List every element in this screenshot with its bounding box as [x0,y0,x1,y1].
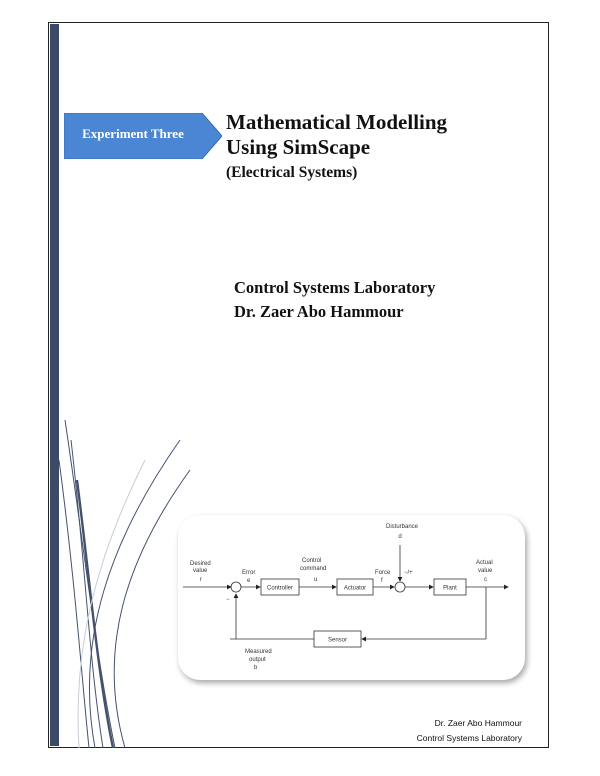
actual-symbol: c [484,577,487,583]
title-line-2: Using SimScape [226,135,371,159]
block-diagram-card [178,515,525,680]
desired-label-1: Desired [190,561,211,567]
desired-symbol: r [200,577,202,583]
footer [417,716,522,746]
decorative-swoosh-lines [55,420,195,748]
control-loop-diagram [178,515,525,680]
actual-label-2: value [478,568,493,574]
measured-label-2: output [249,657,266,663]
desired-label-2: value [193,568,208,574]
force-symbol: f [381,578,383,584]
experiment-tag-label: Experiment Three [82,126,184,141]
control-symbol: u [314,577,318,583]
error-symbol: e [247,578,251,584]
actual-label-1: Actual [476,560,493,566]
disturbance-label: Disturbance [386,524,419,530]
lab-info [234,276,435,324]
plus-minus-sign: −/+ [404,570,413,576]
lab-name: Control Systems Laboratory [234,278,436,297]
controller-block-label: Controller [266,585,294,592]
force-label: Force [375,570,391,576]
feedback-minus-sign: − [226,597,230,603]
control-label-1: Control [302,558,322,564]
footer-author: Dr. Zaer Abo Hammour [434,718,522,728]
error-label: Error [242,570,256,576]
document-subtitle: (Electrical Systems) [226,164,358,181]
author-name: Dr. Zaer Abo Hammour [234,302,404,321]
measured-label-1: Measured [245,649,272,655]
plant-block-label: Plant [443,585,457,592]
footer-lab: Control Systems Laboratory [416,733,522,743]
control-label-2: command [300,566,327,572]
sensor-block-label: Sensor [327,637,348,644]
measured-symbol: b [254,665,258,671]
actuator-block-label: Actuator [343,585,367,592]
disturbance-symbol: d [398,534,402,540]
title-line-1: Mathematical Modelling [226,110,448,134]
document-title [226,110,447,160]
